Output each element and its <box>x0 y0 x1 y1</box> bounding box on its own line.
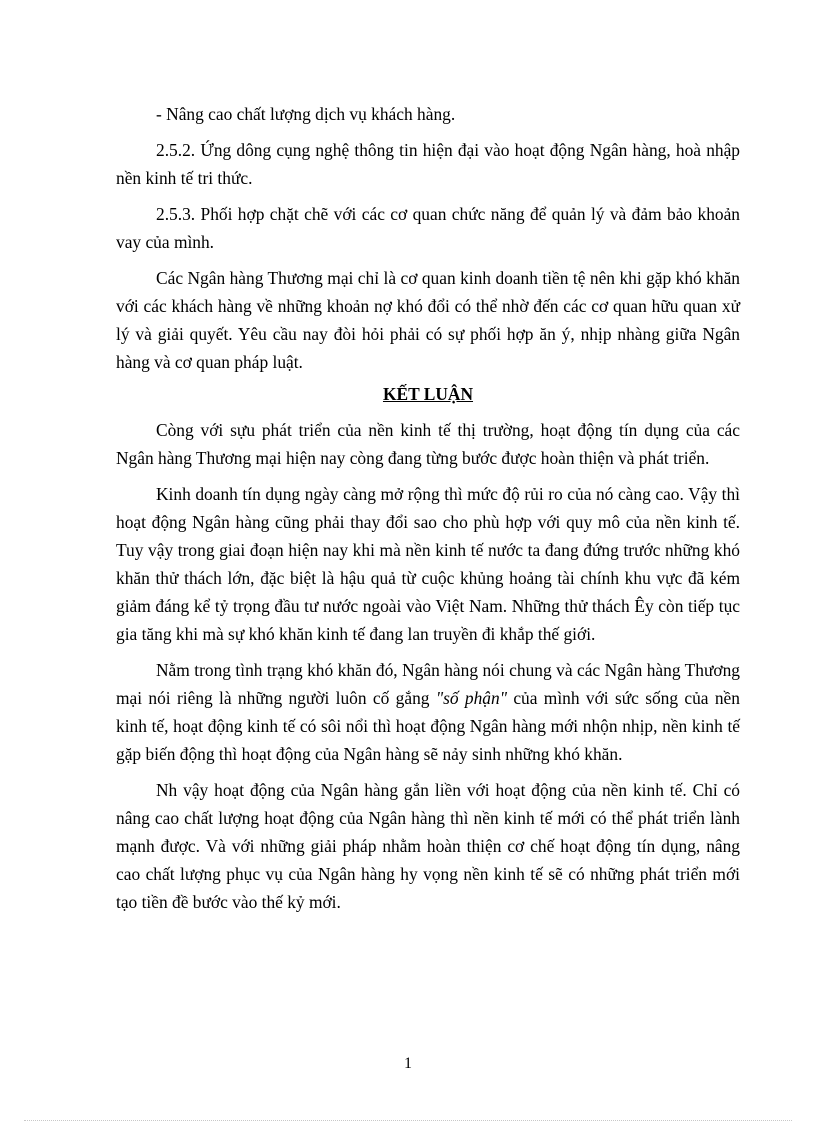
section-2-5-3: 2.5.3. Phối hợp chặt chẽ với các cơ quan chức năng để quản lý và đảm bảo khoản vay của mình. <box>116 204 740 252</box>
section-2-5-2: 2.5.2. Ứng dông cụng nghệ thông tin hiện đại vào hoạt động Ngân hàng, hoà nhập nền kinh tế tri thức. <box>116 140 740 188</box>
fate-text-start: Nằm trong tình trạng khó khăn đó, Ngân hàng nói chung và các Ngân hàng Thương mại nói riêng là những người luôn cố gắng <box>116 660 740 708</box>
paragraph-risk: Kinh doanh tín dụng ngày càng mở rộng thì mức độ rủi ro của nó càng cao. Vậy thì hoạt động Ngân hàng cũng phải thay đổi sao cho phù hợp với quy mô của nền kinh tế. Tuy vậy trong giai đoạn hiện nay khi mà nền kinh tế nước ta đang đứng trước những khó khăn thử thách lớn, đặc biệt là hậu quả từ cuộc khủng hoảng tài chính khu vực đã kém giảm đáng kể tỷ trọng đầu tư nước ngoài vào Việt Nam. Những thử thách Êy còn tiếp tục gia tăng khi mà sự khó khăn kinh tế đang lan truyền đi khắp thế giới. <box>116 484 740 644</box>
document-body <box>116 100 740 916</box>
page-number: 1 <box>404 1055 412 1072</box>
paragraph-development: Còng với sựu phát triển của nền kinh tế thị trường, hoạt động tín dụng của các Ngân hàng Thương mại hiện nay còng đang từng bước được hoàn thiện và phát triển. <box>116 420 740 468</box>
fate-italic-phrase: "số phận" <box>435 688 507 708</box>
conclusion-heading: KẾT LUẬN <box>382 384 474 404</box>
paragraph-fate <box>116 656 740 768</box>
bullet-paragraph: - Nâng cao chất lượng dịch vụ khách hàng. <box>156 104 456 124</box>
paragraph-cooperation: Các Ngân hàng Thương mại chỉ là cơ quan kinh doanh tiền tệ nên khi gặp khó khăn với các khách hàng về những khoản nợ khó đổi có thể nhờ đến các cơ quan hữu quan xử lý và giải quyết. Yêu cầu nay đòi hỏi phải có sự phối hợp ăn ý, nhịp nhàng giữa Ngân hàng và cơ quan pháp luật. <box>116 268 740 372</box>
page-bottom-divider <box>24 1120 792 1121</box>
paragraph-closing: Nh vậy hoạt động của Ngân hàng gắn liền với hoạt động của nền kinh tế. Chỉ có nâng cao chất lượng hoạt động của Ngân hàng thì nền kinh tế mới có thể phát triển lành mạnh được. Và với những giải pháp nhằm hoàn thiện cơ chế hoạt động tín dụng, nâng cao chất lượng phục vụ của Ngân hàng hy vọng nền kinh tế sẽ có những phát triển mới tạo tiền đề bước vào thế kỷ mới. <box>116 780 740 912</box>
fate-text-end: của mình với sức sống của nền kinh tế, hoạt động kinh tế có sôi nổi thì hoạt động Ngân hàng mới nhộn nhịp, nền kinh tế gặp biến động thì hoạt động của Ngân hàng sẽ nảy sinh những khó khăn. <box>116 688 740 764</box>
